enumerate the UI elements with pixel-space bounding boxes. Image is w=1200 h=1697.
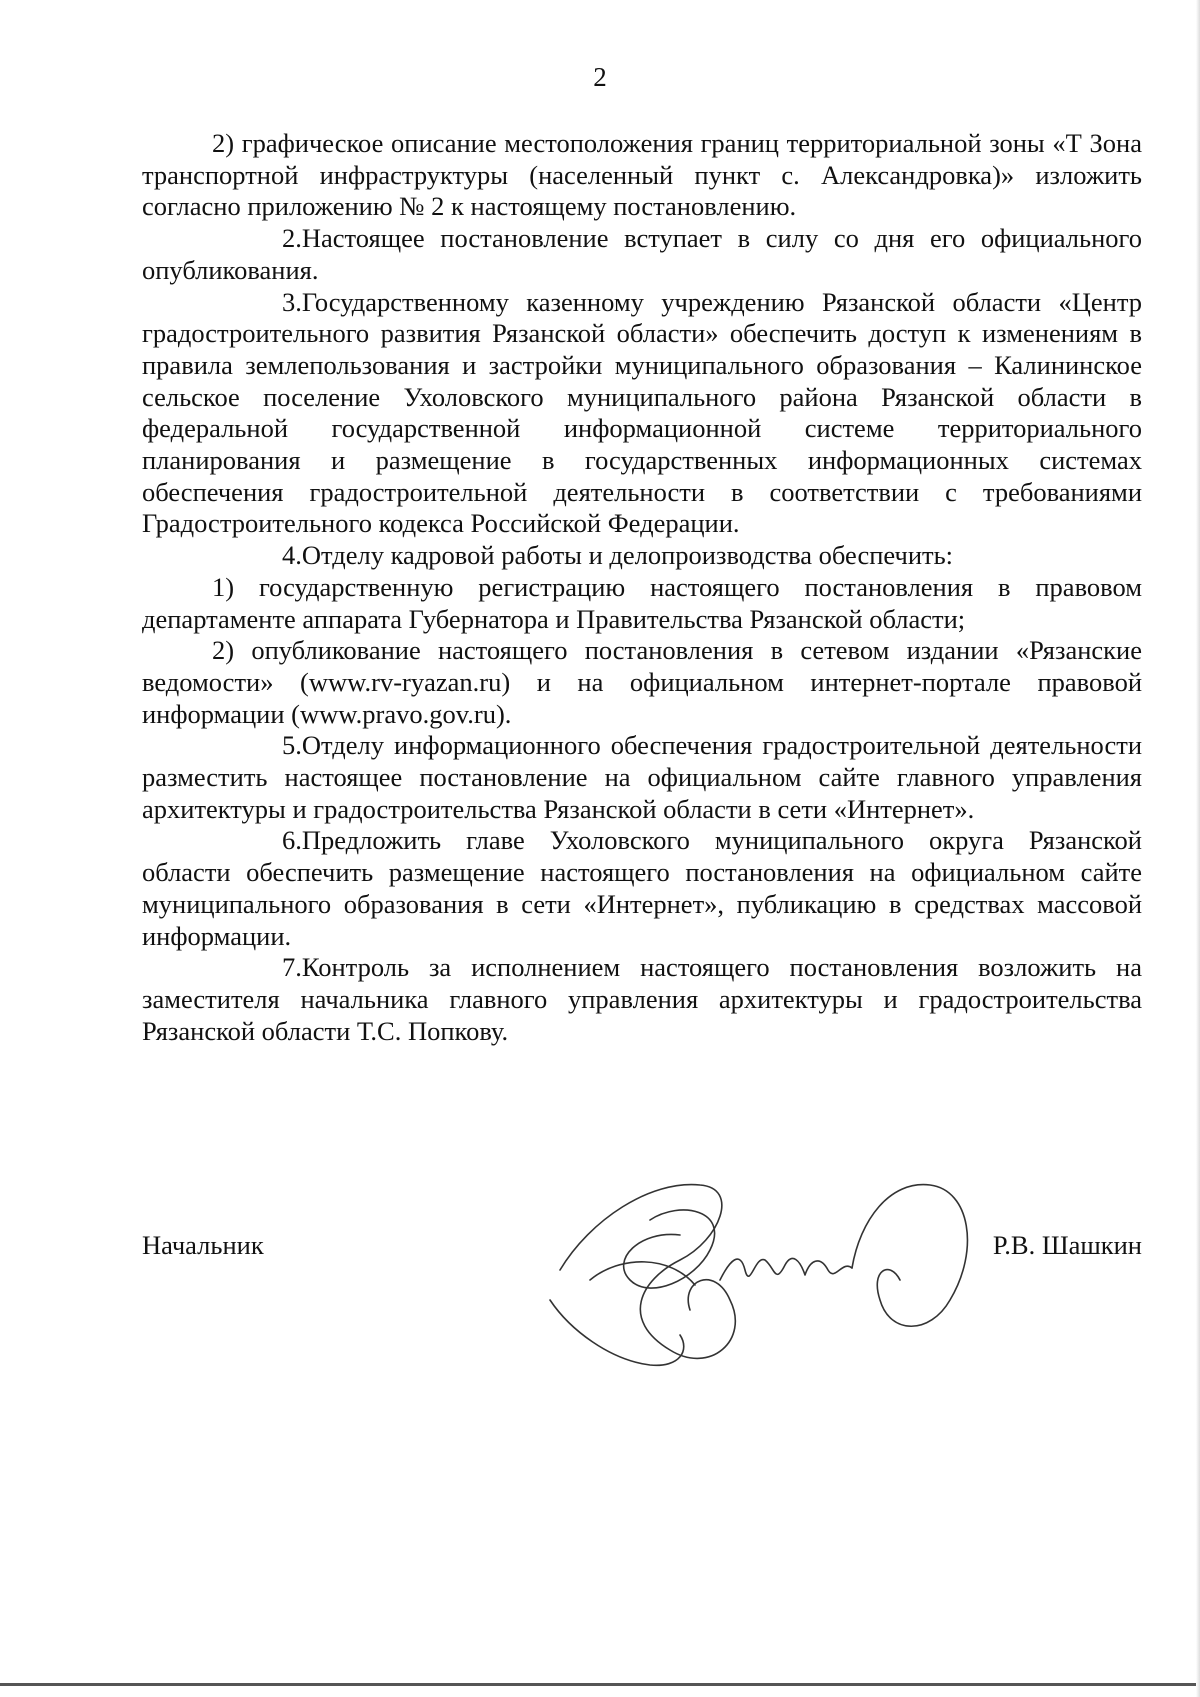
paragraph-number: 5. [282, 730, 302, 761]
paragraph-7 [142, 952, 1142, 1047]
paragraph-5 [142, 730, 1142, 825]
page-number: 2 [593, 62, 607, 92]
paragraph-text: Контроль за исполнением настоящего постановления возложить на заместителя начальника главного управления архитектуры и градостроительства Рязанской области Т.С. Попкову. [142, 952, 1142, 1046]
paragraph-2 [142, 223, 1142, 286]
scan-right-edge [1196, 0, 1200, 1697]
paragraph-3 [142, 287, 1142, 541]
paragraph-4-2 [142, 635, 1142, 730]
paragraph-4 [142, 540, 1142, 572]
paragraph-text: Настоящее постановление вступает в силу со дня его официального опубликования. [142, 223, 1142, 285]
paragraph-number: 7. [282, 952, 302, 983]
paragraph-text: Государственному казенному учреждению Рязанской области «Центр градостроительного развития Рязанской области» обеспечить доступ к изменениям в правила землепользования и застройки муниципального образования – Калининское сельское поселение Ухоловского муниципального района Рязанской области в федеральной государственной информационной системе территориального планирования и размещение в государственных информационных системах обеспечения градостроительной деятельности в соответствии с требованиями Градостроительного кодекса Российской Федерации. [142, 286, 1142, 539]
handwritten-signature [530, 1160, 990, 1390]
paragraph-4-1 [142, 572, 1142, 635]
document-body [142, 128, 1142, 1047]
paragraph-number: 4. [282, 540, 302, 571]
paragraph-text: 2) опубликование настоящего постановления в сетевом издании «Рязанские ведомости» (www.rv-ryazan.ru) и на официальном интернет-портале правовой информации (www.pravo.gov.ru). [142, 635, 1142, 729]
signature-block [142, 1230, 1142, 1261]
signatory-name: Р.В. Шашкин [992, 1230, 1142, 1260]
paragraph-number: 2. [282, 223, 302, 254]
paragraph-6 [142, 825, 1142, 952]
signatory-position: Начальник [142, 1230, 264, 1260]
paragraph-text: Отделу информационного обеспечения градостроительной деятельности разместить настоящее постановление на официальном сайте главного управления архитектуры и градостроительства Рязанской области в сети «Интернет». [142, 730, 1142, 824]
paragraph-text: Отделу кадровой работы и делопроизводства обеспечить: [301, 540, 954, 571]
scan-bottom-border [0, 1683, 1200, 1686]
paragraph-text: 2) графическое описание местоположения границ территориальной зоны «Т Зона транспортной инфраструктуры (населенный пункт с. Александровка)» изложить согласно приложению № 2 к настоящему постановлению. [142, 128, 1142, 222]
paragraph-text: Предложить главе Ухоловского муниципального округа Рязанской области обеспечить размещение настоящего постановления на официальном сайте муниципального образования в сети «Интернет», публикацию в средствах массовой информации. [142, 825, 1142, 951]
paragraph-number: 3. [282, 286, 302, 317]
paragraph-number: 6. [282, 825, 302, 856]
paragraph-text: 1) государственную регистрацию настоящего постановления в правовом департаменте аппарата Губернатора и Правительства Рязанской области; [142, 571, 1142, 634]
paragraph-graphic-description [142, 128, 1142, 223]
